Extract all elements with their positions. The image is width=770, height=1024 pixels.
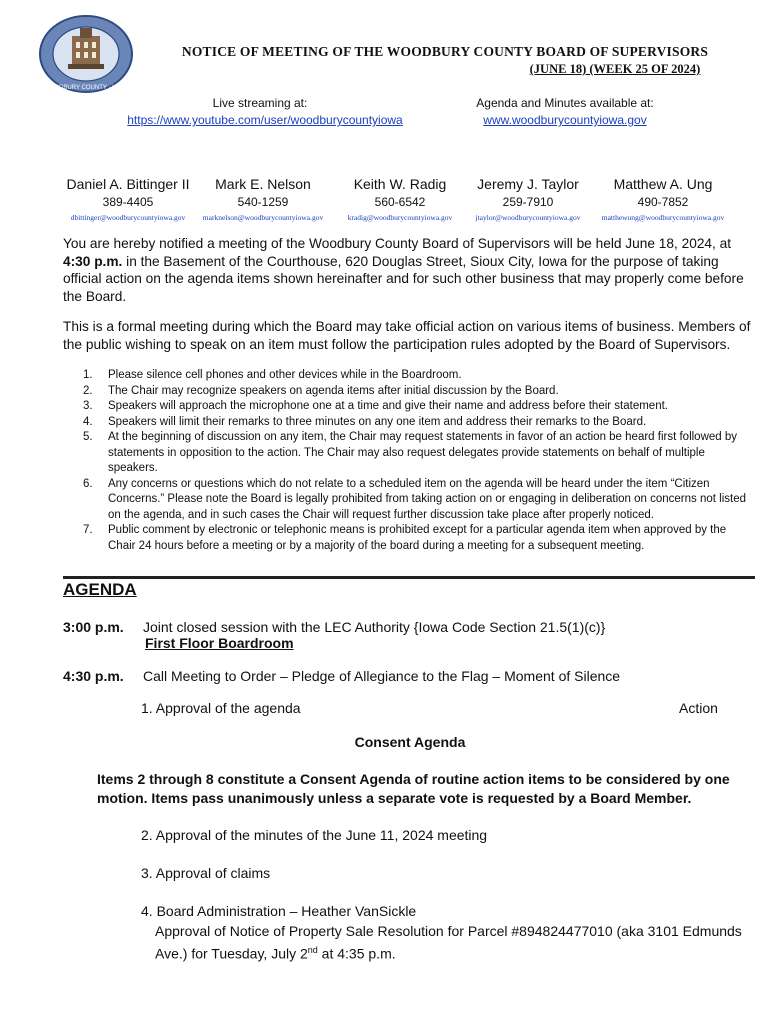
member-phone: 490-7852 (637, 195, 689, 209)
list-item: 7. Public comment by electronic or telephonic means is prohibited except for a particular agenda item when approved by the Chair 24 hours before a meeting or by a majority of the board during a meeting for a subsequent meeting. (83, 524, 727, 552)
section-divider (63, 576, 755, 579)
member-phone: 389-4405 (102, 195, 154, 209)
member-email-link[interactable]: marknelson@woodburycountyiowa.gov (202, 213, 324, 222)
consent-agenda-note: Items 2 through 8 constitute a Consent Agenda of routine action items to be considered by one motion. Items pass unanimously unless a separate vote is requested by a Board Member. (97, 771, 730, 806)
page-title: NOTICE OF MEETING OF THE WOODBURY COUNTY BOARD OF SUPERVISORS (181, 44, 709, 59)
formal-meeting-paragraph: This is a formal meeting during which the Board may take official action on various items of business. Members of the public wishing to speak on an item must follow the participation rules adopted by the Board of Supervisors. (63, 319, 751, 352)
list-item: 4. Speakers will limit their remarks to three minutes on any one item and address their remarks to the Board. (83, 415, 647, 428)
agenda-heading: AGENDA (63, 580, 137, 599)
streaming-link[interactable]: https://www.youtube.com/user/woodburycountyiowa (127, 113, 403, 127)
session-location: First Floor Boardroom (145, 635, 294, 651)
streaming-label: Live streaming at: (212, 96, 308, 110)
board-member (188, 176, 338, 222)
member-phone: 259-7910 (502, 195, 554, 209)
agenda-item-detail: Approval of Notice of Property Sale Resolution for Parcel #894824477010 (aka 3101 Edmunds Ave.) for Tuesday, July 2nd at 4:35 p.m. (155, 923, 742, 962)
member-email-link[interactable]: jtaylor@woodburycountyiowa.gov (475, 213, 581, 222)
list-item: 5. At the beginning of discussion on any item, the Chair may request statements in favor of an action be heard first followed by statements in opposition to the action. The Chair may also request delegates provide statements on behalf of multiple speakers. (83, 431, 738, 474)
member-phone: 560-6542 (374, 195, 426, 209)
agenda-item: 2. Approval of the minutes of the June 11, 2024 meeting (141, 827, 488, 843)
agenda-item: 4. Board Administration – Heather VanSickle (141, 903, 417, 919)
session-time: 4:30 p.m. (63, 668, 124, 684)
list-item: 6. Any concerns or questions which do not relate to a scheduled item on the agenda will be heard under the item “Citizen Concerns.” Please note the Board is legally prohibited from taking action on or engaging in deliberation on concerns not listed on the agenda, and in such cases the Chair will request further discussion take place after properly noticed. (83, 477, 746, 521)
agenda-minutes-label: Agenda and Minutes available at: (476, 96, 654, 110)
consent-agenda-heading: Consent Agenda (354, 734, 466, 750)
county-website-link[interactable]: www.woodburycountyiowa.gov (483, 113, 647, 127)
meeting-notice-paragraph: You are hereby notified a meeting of the Woodbury County Board of Supervisors will be held June 18, 2024, at 4:30 p.m. in the Basement of the Courthouse, 620 Douglas Street, Sioux City, Iowa for the purpose of taking official action on the agenda items shown hereinafter and for such other business that may properly come before the Board. (63, 236, 744, 304)
member-phone: 540-1259 (237, 195, 289, 209)
list-item: 2. The Chair may recognize speakers on agenda items after initial discussion by the Board. (83, 384, 559, 397)
agenda-item: 1. Approval of the agenda (141, 700, 301, 716)
member-name: Jeremy J. Taylor (477, 176, 579, 192)
member-name: Mark E. Nelson (215, 176, 311, 192)
agenda-item: 3. Approval of claims (141, 865, 271, 881)
call-to-order: Call Meeting to Order – Pledge of Allegiance to the Flag – Moment of Silence (143, 668, 621, 684)
board-member (588, 176, 738, 222)
closed-session-description: Joint closed session with the LEC Authority {Iowa Code Section 21.5(1)(c)} (143, 619, 606, 635)
member-email-link[interactable]: kradig@woodburycountyiowa.gov (347, 213, 453, 222)
list-item: 1. Please silence cell phones and other devices while in the Boardroom. (83, 369, 462, 381)
svg-text:WOODBURY COUNTY · IOWA: WOODBURY COUNTY · IOWA (44, 85, 128, 91)
agenda-item-action: Action (679, 700, 718, 716)
session-time: 3:00 p.m. (63, 619, 124, 635)
board-member (53, 176, 203, 222)
county-seal (38, 14, 134, 94)
participation-rules-list (63, 368, 753, 554)
member-name: Matthew A. Ung (613, 176, 713, 192)
meeting-date-subtitle: (JUNE 18) (WEEK 25 OF 2024) (529, 62, 701, 76)
member-name: Daniel A. Bittinger II (66, 176, 190, 192)
board-member (453, 176, 603, 222)
member-email-link[interactable]: matthewung@woodburycountyiowa.gov (601, 213, 725, 222)
list-item: 3. Speakers will approach the microphone one at a time and give their name and address before their statement. (83, 400, 668, 412)
meeting-time: 4:30 p.m. (63, 253, 123, 269)
member-name: Keith W. Radig (353, 176, 447, 192)
member-email-link[interactable]: dbittinger@woodburycountyiowa.gov (70, 213, 186, 222)
